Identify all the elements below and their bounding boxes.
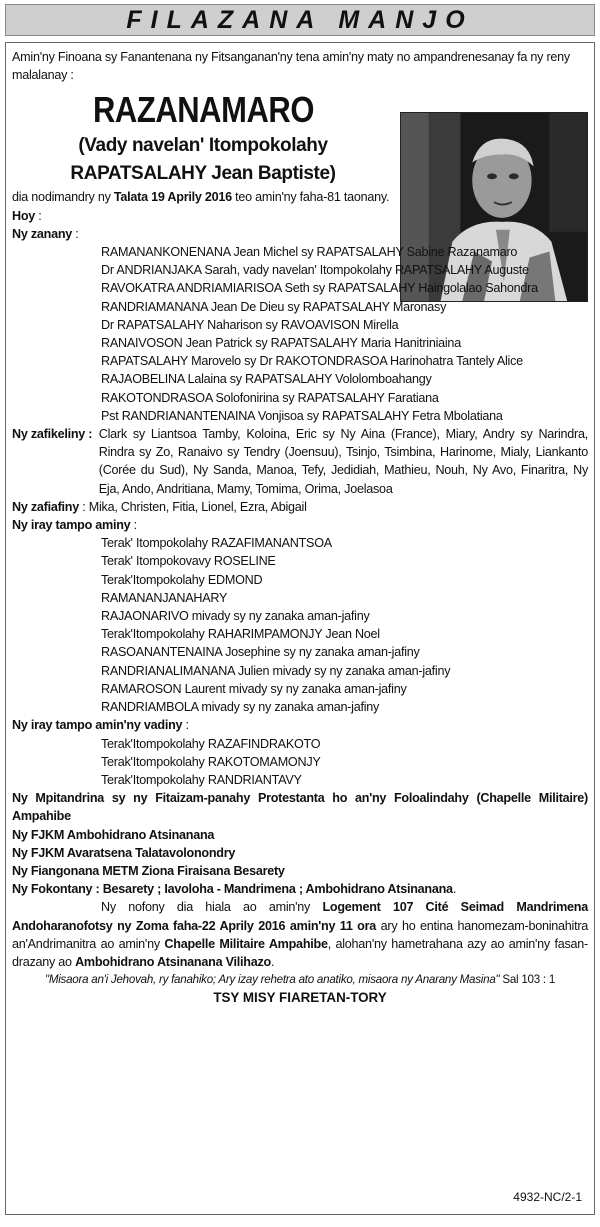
- institution-line: Ny Fiangonana METM Ziona Firaisana Besarety: [12, 863, 285, 878]
- funeral-details: Ny nofony dia hiala ao amin'ny Logement 107 Cité Seimad Mandrimena Andoharanofotsy ny Zoma faha-22 Aprily 2016 amin'ny 11 ora ary ho entina hanomezam-boninahitra an'Andrimanitra ao amin'ny Chapelle Militaire Ampahibe, alohan'ny hametrahana azy ao amin'ny fasan-drazany ao Ambohidrano Atsinanana Vilihazo.: [12, 900, 589, 969]
- notice-frame: [5, 42, 595, 1215]
- list-item: Terak' Itompokolahy RAZAFIMANANTSOA: [101, 536, 332, 551]
- list-item: Terak'Itompokolahy RANDRIANTAVY: [101, 772, 302, 787]
- fokontany-text: Ny Fokontany : Besarety ; Iavoloha - Mandrimena ; Ambohidrano Atsinanana: [12, 882, 453, 897]
- list-item: RASOANANTENAINA Josephine sy ny zanaka aman-jafiny: [101, 645, 420, 660]
- list-item: Terak'Itompokolahy EDMOND: [101, 572, 263, 587]
- list-item: RANDRIAMANANA Jean De Dieu sy RAPATSALAHY Maronasy: [101, 299, 447, 314]
- siblings-heading: Ny iray tampo aminy :: [12, 518, 137, 533]
- death-date: Talata 19 Aprily 2016: [113, 190, 232, 205]
- list-item: RAPATSALAHY Marovelo sy Dr RAKOTONDRASOA Harinohatra Tantely Alice: [101, 354, 523, 369]
- children-label: Ny zanany: [12, 226, 73, 241]
- siblings-in-law-heading: Ny iray tampo amin'ny vadiny :: [12, 718, 189, 733]
- list-item: Dr RAPATSALAHY Naharison sy RAVOAVISON Mirella: [101, 317, 399, 332]
- deceased-subtitle-line1: (Vady navelan' Itompokolahy: [78, 135, 328, 157]
- great-grandchildren-label: Ny zafiafiny: [12, 499, 79, 514]
- list-item: Dr ANDRIANJAKA Sarah, vady navelan' Itompokolahy RAPATSALAHY Auguste: [101, 263, 529, 278]
- list-item: RAMANANJANAHARY: [101, 590, 228, 605]
- siblings-list: [12, 534, 588, 716]
- grandchildren-section: [12, 425, 588, 498]
- deceased-subtitle-line2: RAPATSALAHY Jean Baptiste): [70, 163, 336, 185]
- fokontany-line: Ny Fokontany : Besarety ; Iavoloha - Mandrimena ; Ambohidrano Atsinanana.: [12, 882, 457, 897]
- quote-text: "Misaora an'i Jehovah, ry fanahiko; Ary izay rehetra ato anatiko, misaora ny Anarany Masina": [44, 973, 500, 987]
- funeral-chapel: Chapelle Militaire Ampahibe: [164, 936, 328, 951]
- list-item: RAKOTONDRASOA Solofonirina sy RAPATSALAHY Faratiana: [101, 390, 439, 405]
- siblings-label: Ny iray tampo aminy: [12, 518, 131, 533]
- hoy-label: Hoy: [12, 208, 36, 223]
- ad-code: 4932-NC/2-1: [513, 1189, 582, 1204]
- list-item: RANAIVOSON Jean Patrick sy RAPATSALAHY Maria Hanitriniaina: [101, 336, 461, 351]
- list-item: RANDRIAMBOLA mivady sy ny zanaka aman-jafiny: [101, 700, 380, 715]
- list-item: RAVOKATRA ANDRIAMIARISOA Seth sy RAPATSALAHY Haingolalao Sahondra: [101, 281, 538, 296]
- funeral-burial-place: Ambohidrano Atsinanana Vilihazo: [75, 954, 271, 969]
- closing-statement: TSY MISY FIARETAN-TORY: [213, 990, 387, 1006]
- hoy-line: Hoy :: [12, 208, 42, 223]
- children-heading: Ny zanany :: [12, 226, 79, 241]
- children-list: [12, 243, 588, 425]
- banner-title: FILAZANA MANJO: [5, 4, 595, 36]
- list-item: Pst RANDRIANANTENAINA Vonjisoa sy RAPATSALAHY Fetra Mbolatiana: [101, 408, 503, 423]
- list-item: Terak' Itompokovavy ROSELINE: [101, 554, 276, 569]
- list-item: RAMANANKONENANA Jean Michel sy RAPATSALAHY Sabine Razanamaro: [101, 245, 518, 260]
- great-grandchildren-text: Mika, Christen, Fitia, Lionel, Ezra, Abigail: [88, 499, 307, 514]
- funeral-location-time: Logement 107 Cité Seimad Mandrimena Andoharanofotsy ny Zoma faha-22 Aprily 2016 amin'ny 11 ora: [12, 900, 589, 933]
- institution-line: Ny FJKM Avaratsena Talatavolonondry: [12, 845, 236, 860]
- bible-quote: [12, 971, 588, 989]
- death-suffix: teo amin'ny faha-81 taonany.: [231, 190, 390, 205]
- deceased-name: RAZANAMARO: [92, 89, 314, 131]
- list-item: Terak'Itompokolahy RAKOTOMAMONJY: [101, 754, 321, 769]
- great-grandchildren-line: Ny zafiafiny : Mika, Christen, Fitia, Lionel, Ezra, Abigail: [12, 499, 307, 514]
- grandchildren-text: Clark sy Liantsoa Tamby, Koloina, Eric sy Ny Aina (France), Miary, Andry sy Narindra, Rindra sy Zo, Ranaivo sy Tendry (Joensuu), Tsinjo, Tsimbina, Harinome, Mialy, Liankanto (Corée du Sud), Ny Sanda, Manoa, Tefy, Jedidiah, Mathieu, Nouh, Ny Avo, Finaritra, Ny Eja, Ando, Andritiana, Mamy, Tomima, Orima, Joelasoa: [98, 427, 588, 496]
- list-item: Terak'Itompokolahy RAZAFINDRAKOTO: [101, 736, 321, 751]
- institution-line: Ny Mpitandrina sy ny Fitaizam-panahy Protestanta ho an'ny Foloalindahy (Chapelle Militaire) Ampahibe: [12, 791, 588, 824]
- list-item: Terak'Itompokolahy RAHARIMPAMONJY Jean Noel: [101, 627, 380, 642]
- grandchildren-label: Ny zafikeliny :: [12, 427, 99, 442]
- death-prefix: dia nodimandry ny: [12, 190, 114, 205]
- quote-reference: Sal 103 : 1: [499, 973, 556, 987]
- siblings-in-law-list: [12, 735, 588, 790]
- institution-line: Ny FJKM Ambohidrano Atsinanana: [12, 827, 215, 842]
- list-item: RANDRIANALIMANANA Julien mivady sy ny zanaka aman-jafiny: [101, 663, 451, 678]
- list-item: RAJAOBELINA Lalaina sy RAPATSALAHY Vololomboahangy: [101, 372, 432, 387]
- intro-text: Amin'ny Finoana sy Fanantenana ny Fitsanganan'ny tena amin'ny maty no ampandrenesanay fa ny reny malalanay :: [12, 50, 570, 83]
- list-item: RAMAROSON Laurent mivady sy ny zanaka aman-jafiny: [101, 681, 407, 696]
- siblings-in-law-label: Ny iray tampo amin'ny vadiny: [12, 718, 183, 733]
- list-item: RAJAONARIVO mivady sy ny zanaka aman-jafiny: [101, 609, 370, 624]
